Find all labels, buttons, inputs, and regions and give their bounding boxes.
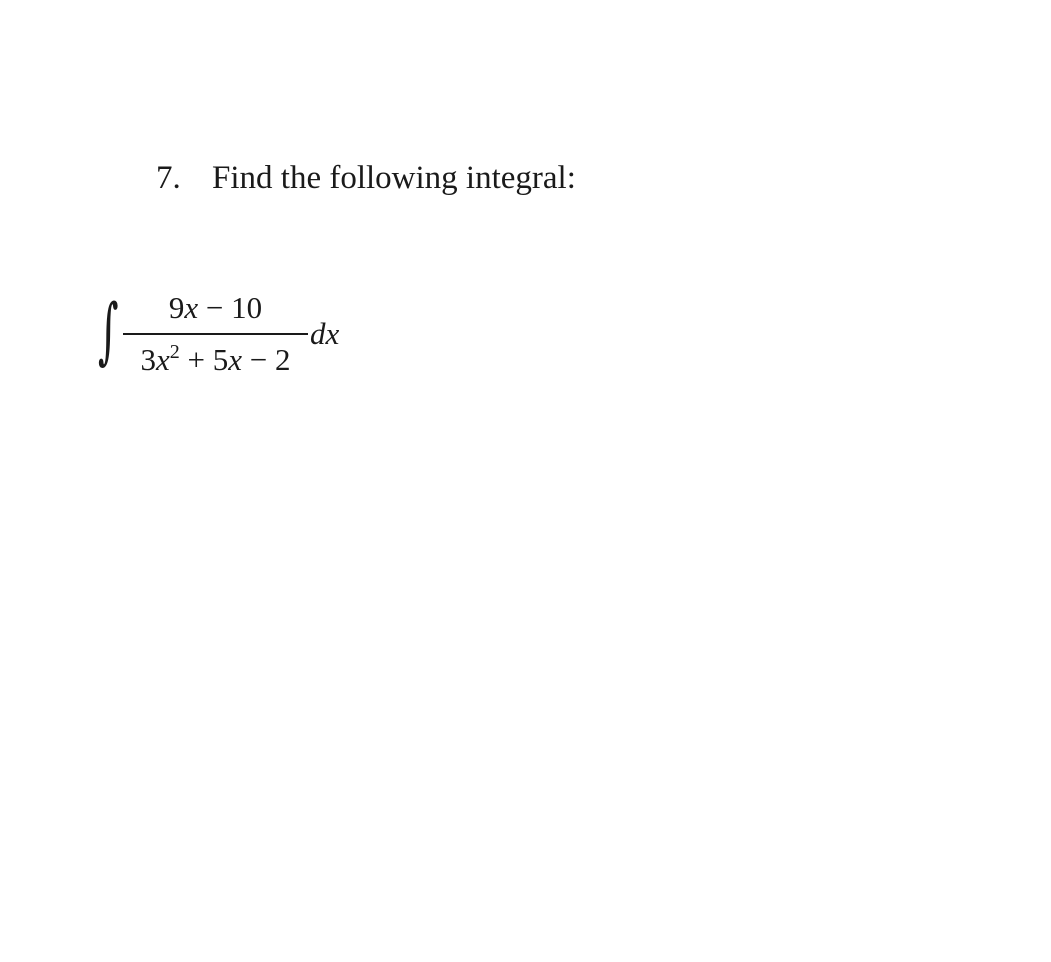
denominator-t1-var: x (156, 342, 170, 377)
fraction-bar (123, 333, 308, 335)
denominator-t2: + 5 (179, 342, 229, 377)
integral-sign: ∫ (98, 288, 119, 372)
numerator (123, 288, 308, 328)
fraction (123, 288, 308, 384)
numerator-var: x (184, 290, 199, 325)
differential: dx (310, 316, 340, 351)
integral-expression (98, 288, 358, 384)
problem-number: 7. (156, 160, 181, 196)
denominator-t2-var: x (228, 342, 243, 377)
denominator-t3: − 2 (242, 342, 291, 377)
problem-prompt: Find the following integral: (212, 160, 576, 196)
denominator-t1-exponent: 2 (169, 341, 180, 363)
numerator-rest: − 10 (198, 290, 263, 325)
problem-heading (156, 158, 576, 198)
denominator-t1-coef: 3 (140, 342, 156, 377)
denominator (123, 340, 308, 380)
numerator-coef: 9 (168, 290, 185, 325)
